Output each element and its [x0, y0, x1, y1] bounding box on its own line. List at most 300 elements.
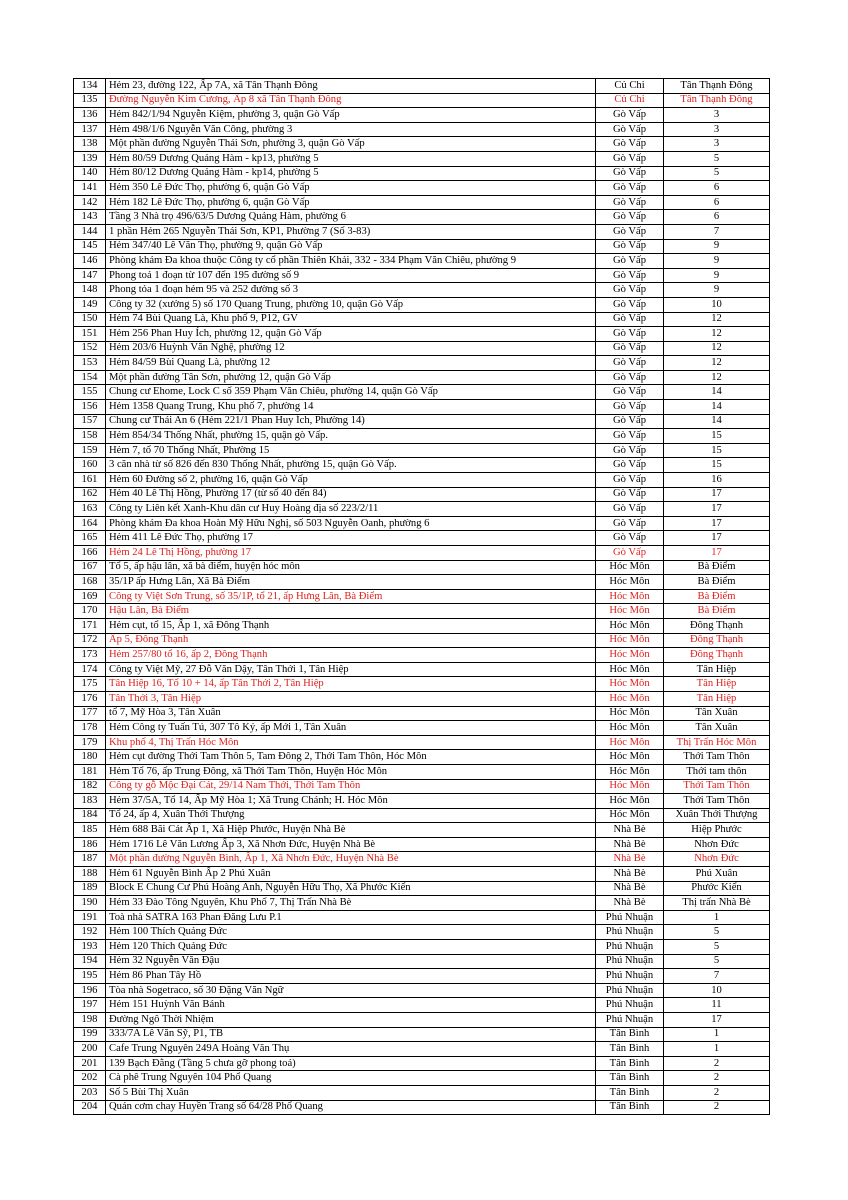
ward-cell: 11: [664, 998, 770, 1013]
address-cell: Hẻm 151 Huỳnh Văn Bánh: [106, 998, 596, 1013]
address-cell: Hẻm 842/1/94 Nguyễn Kiệm, phường 3, quận Gò Vấp: [106, 108, 596, 123]
row-number-cell: 201: [74, 1056, 106, 1071]
district-cell: Phú Nhuận: [596, 925, 664, 940]
table-row: [74, 239, 770, 254]
district-cell: Nhà Bè: [596, 896, 664, 911]
address-cell: Chung cư Thái An 6 (Hẻm 221/1 Phan Huy Ích, Phường 14): [106, 414, 596, 429]
address-cell: Hẻm 854/34 Thống Nhất, phường 15, quận gò Vấp.: [106, 429, 596, 444]
row-number-cell: 176: [74, 691, 106, 706]
table-row: [74, 633, 770, 648]
address-cell: Hẻm Công ty Tuấn Tú, 307 Tô Ký, ấp Mới 1, Tân Xuân: [106, 721, 596, 736]
row-number-cell: 178: [74, 721, 106, 736]
address-cell: Khu phố 4, Thị Trấn Hóc Môn: [106, 735, 596, 750]
district-cell: Gò Vấp: [596, 210, 664, 225]
address-cell: Hẻm cụt, tổ 15, Ấp 1, xã Đông Thạnh: [106, 618, 596, 633]
ward-cell: 9: [664, 268, 770, 283]
table-row: [74, 356, 770, 371]
ward-cell: 9: [664, 239, 770, 254]
table-row: [74, 137, 770, 152]
address-cell: Ấp 5, Đông Thạnh: [106, 633, 596, 648]
ward-cell: 15: [664, 429, 770, 444]
address-cell: Hẻm 203/6 Huỳnh Văn Nghệ, phường 12: [106, 341, 596, 356]
row-number-cell: 168: [74, 575, 106, 590]
table-row: [74, 108, 770, 123]
table-row: [74, 750, 770, 765]
district-cell: Nhà Bè: [596, 823, 664, 838]
row-number-cell: 191: [74, 910, 106, 925]
row-number-cell: 150: [74, 312, 106, 327]
district-cell: Gò Vấp: [596, 297, 664, 312]
row-number-cell: 136: [74, 108, 106, 123]
row-number-cell: 200: [74, 1042, 106, 1057]
district-cell: Phú Nhuận: [596, 983, 664, 998]
ward-cell: 17: [664, 1013, 770, 1028]
district-cell: Gò Vấp: [596, 268, 664, 283]
address-cell: Tân Hiệp 16, Tổ 10 + 14, ấp Tân Thới 2, Tân Hiệp: [106, 677, 596, 692]
row-number-cell: 148: [74, 283, 106, 298]
row-number-cell: 202: [74, 1071, 106, 1086]
ward-cell: Tân Hiệp: [664, 662, 770, 677]
table-row: [74, 983, 770, 998]
address-cell: 1 phần Hẻm 265 Nguyễn Thái Sơn, KP1, Phường 7 (Số 3-83): [106, 224, 596, 239]
address-cell: Công ty 32 (xưởng 5) số 170 Quang Trung, phường 10, quận Gò Vấp: [106, 297, 596, 312]
address-cell: Hẻm 1716 Lê Văn Lương Ấp 3, Xã Nhơn Đức, Huyện Nhà Bè: [106, 837, 596, 852]
address-cell: Tổ 5, ấp hậu lân, xã bà điểm, huyện hóc môn: [106, 560, 596, 575]
district-cell: Gò Vấp: [596, 327, 664, 342]
address-cell: Công ty gỗ Mộc Đại Cát, 29/14 Nam Thới, Thới Tam Thôn: [106, 779, 596, 794]
ward-cell: 3: [664, 122, 770, 137]
row-number-cell: 137: [74, 122, 106, 137]
district-cell: Gò Vấp: [596, 122, 664, 137]
address-cell: Hẻm 24 Lê Thị Hồng, phường 17: [106, 546, 596, 561]
row-number-cell: 203: [74, 1085, 106, 1100]
row-number-cell: 155: [74, 385, 106, 400]
ward-cell: 10: [664, 297, 770, 312]
table-row: [74, 283, 770, 298]
row-number-cell: 143: [74, 210, 106, 225]
row-number-cell: 173: [74, 648, 106, 663]
table-row: [74, 341, 770, 356]
ward-cell: 17: [664, 487, 770, 502]
row-number-cell: 184: [74, 808, 106, 823]
table-row: [74, 604, 770, 619]
table-row: [74, 546, 770, 561]
table-row: [74, 79, 770, 94]
row-number-cell: 151: [74, 327, 106, 342]
ward-cell: 15: [664, 443, 770, 458]
table-row: [74, 896, 770, 911]
row-number-cell: 170: [74, 604, 106, 619]
ward-cell: 17: [664, 502, 770, 517]
row-number-cell: 146: [74, 254, 106, 269]
row-number-cell: 156: [74, 400, 106, 415]
district-cell: Hóc Môn: [596, 750, 664, 765]
address-cell: Tầng 3 Nhà trọ 496/63/5 Dương Quảng Hàm, phường 6: [106, 210, 596, 225]
district-cell: Hóc Môn: [596, 779, 664, 794]
address-cell: Hẻm Tổ 76, ấp Trung Đông, xã Thới Tam Thôn, Huyện Hóc Môn: [106, 764, 596, 779]
ward-cell: Đông Thạnh: [664, 633, 770, 648]
ward-cell: Bà Điểm: [664, 604, 770, 619]
district-cell: Gò Vấp: [596, 429, 664, 444]
row-number-cell: 192: [74, 925, 106, 940]
row-number-cell: 194: [74, 954, 106, 969]
ward-cell: Bà Điểm: [664, 589, 770, 604]
table-body: [74, 79, 770, 1115]
ward-cell: Phước Kiển: [664, 881, 770, 896]
address-cell: Chung cư Ehome, Lock C số 359 Phạm Văn Chiêu, phường 14, quận Gò Vấp: [106, 385, 596, 400]
row-number-cell: 185: [74, 823, 106, 838]
ward-cell: 2: [664, 1056, 770, 1071]
table-row: [74, 648, 770, 663]
table-row: [74, 852, 770, 867]
table-row: [74, 254, 770, 269]
table-row: [74, 969, 770, 984]
district-cell: Gò Vấp: [596, 108, 664, 123]
table-row: [74, 1013, 770, 1028]
row-number-cell: 138: [74, 137, 106, 152]
row-number-cell: 145: [74, 239, 106, 254]
ward-cell: 14: [664, 400, 770, 415]
address-cell: 35/1P ấp Hưng Lân, Xã Bà Điểm: [106, 575, 596, 590]
district-cell: Gò Vấp: [596, 370, 664, 385]
row-number-cell: 182: [74, 779, 106, 794]
ward-cell: 7: [664, 969, 770, 984]
ward-cell: 1: [664, 1027, 770, 1042]
district-cell: Hóc Môn: [596, 589, 664, 604]
address-cell: Cafe Trung Nguyên 249A Hoàng Văn Thụ: [106, 1042, 596, 1057]
table-row: [74, 93, 770, 108]
district-cell: Gò Vấp: [596, 502, 664, 517]
address-cell: Hẻm 498/1/6 Nguyễn Văn Công, phường 3: [106, 122, 596, 137]
ward-cell: 17: [664, 531, 770, 546]
table-row: [74, 575, 770, 590]
district-cell: Nhà Bè: [596, 852, 664, 867]
ward-cell: 5: [664, 166, 770, 181]
ward-cell: 16: [664, 473, 770, 488]
row-number-cell: 181: [74, 764, 106, 779]
table-row: [74, 837, 770, 852]
district-cell: Tân Bình: [596, 1056, 664, 1071]
district-cell: Tân Bình: [596, 1042, 664, 1057]
address-cell: 139 Bạch Đằng (Tầng 5 chưa gỡ phong toả): [106, 1056, 596, 1071]
table-row: [74, 910, 770, 925]
table-row: [74, 867, 770, 882]
district-cell: Hóc Môn: [596, 706, 664, 721]
district-cell: Phú Nhuận: [596, 998, 664, 1013]
table-row: [74, 1085, 770, 1100]
district-cell: Hóc Môn: [596, 633, 664, 648]
table-row: [74, 166, 770, 181]
ward-cell: 9: [664, 283, 770, 298]
address-cell: Hẻm 37/5A, Tổ 14, Ấp Mỹ Hòa 1; Xã Trung Chánh; H. Hóc Môn: [106, 794, 596, 809]
row-number-cell: 165: [74, 531, 106, 546]
table-row: [74, 925, 770, 940]
address-cell: Hẻm 120 Thích Quảng Đức: [106, 940, 596, 955]
address-cell: Hẻm 40 Lê Thị Hồng, Phường 17 (từ số 40 đến 84): [106, 487, 596, 502]
district-cell: Gò Vấp: [596, 531, 664, 546]
table-row: [74, 268, 770, 283]
row-number-cell: 157: [74, 414, 106, 429]
row-number-cell: 144: [74, 224, 106, 239]
row-number-cell: 149: [74, 297, 106, 312]
district-cell: Nhà Bè: [596, 867, 664, 882]
ward-cell: Thị Trấn Hóc Môn: [664, 735, 770, 750]
table-row: [74, 706, 770, 721]
ward-cell: 14: [664, 385, 770, 400]
district-cell: Tân Bình: [596, 1071, 664, 1086]
ward-cell: 12: [664, 327, 770, 342]
address-cell: Một phần đường Tân Sơn, phường 12, quận Gò Vấp: [106, 370, 596, 385]
table-row: [74, 195, 770, 210]
table-row: [74, 881, 770, 896]
row-number-cell: 190: [74, 896, 106, 911]
table-row: [74, 151, 770, 166]
address-cell: Một phần đường Nguyễn Thái Sơn, phường 3, quận Gò Vấp: [106, 137, 596, 152]
district-cell: Gò Vấp: [596, 283, 664, 298]
table-row: [74, 224, 770, 239]
row-number-cell: 169: [74, 589, 106, 604]
ward-cell: Xuân Thới Thượng: [664, 808, 770, 823]
ward-cell: 6: [664, 210, 770, 225]
address-cell: Hẻm 256 Phan Huy Ích, phường 12, quận Gò Vấp: [106, 327, 596, 342]
address-cell: Block E Chung Cư Phú Hoàng Anh, Nguyễn Hữu Thọ, Xã Phước Kiển: [106, 881, 596, 896]
address-cell: Hẻm 33 Đào Tông Nguyên, Khu Phố 7, Thị Trấn Nhà Bè: [106, 896, 596, 911]
ward-cell: 7: [664, 224, 770, 239]
district-cell: Tân Bình: [596, 1100, 664, 1115]
address-cell: Hẻm 60 Đường số 2, phường 16, quận Gò Vấp: [106, 473, 596, 488]
district-cell: Tân Bình: [596, 1027, 664, 1042]
table-row: [74, 502, 770, 517]
row-number-cell: 135: [74, 93, 106, 108]
row-number-cell: 162: [74, 487, 106, 502]
district-cell: Phú Nhuận: [596, 940, 664, 955]
table-row: [74, 1056, 770, 1071]
row-number-cell: 139: [74, 151, 106, 166]
address-cell: 333/7A Lê Văn Sỹ, P1, TB: [106, 1027, 596, 1042]
district-cell: Phú Nhuận: [596, 1013, 664, 1028]
district-cell: Hóc Môn: [596, 618, 664, 633]
ward-cell: Tân Xuân: [664, 706, 770, 721]
ward-cell: 12: [664, 370, 770, 385]
address-cell: Hẻm 7, tổ 70 Thống Nhất, Phường 15: [106, 443, 596, 458]
table-row: [74, 1027, 770, 1042]
ward-cell: Thị trấn Nhà Bè: [664, 896, 770, 911]
address-cell: Một phần đường Nguyễn Bình, Ấp 1, Xã Nhơn Đức, Huyện Nhà Bè: [106, 852, 596, 867]
district-cell: Gò Vấp: [596, 151, 664, 166]
address-cell: 3 căn nhà từ số 826 đến 830 Thống Nhất, phường 15, quận Gò Vấp.: [106, 458, 596, 473]
table-row: [74, 794, 770, 809]
ward-cell: Thới Tam Thôn: [664, 750, 770, 765]
row-number-cell: 204: [74, 1100, 106, 1115]
ward-cell: 2: [664, 1071, 770, 1086]
district-cell: Phú Nhuận: [596, 910, 664, 925]
table-row: [74, 312, 770, 327]
district-cell: Tân Bình: [596, 1085, 664, 1100]
table-row: [74, 1042, 770, 1057]
district-cell: Phú Nhuận: [596, 954, 664, 969]
row-number-cell: 174: [74, 662, 106, 677]
table-row: [74, 1071, 770, 1086]
ward-cell: 17: [664, 546, 770, 561]
table-row: [74, 122, 770, 137]
district-cell: Phú Nhuận: [596, 969, 664, 984]
table-row: [74, 662, 770, 677]
ward-cell: 3: [664, 137, 770, 152]
ward-cell: 10: [664, 983, 770, 998]
address-cell: Tân Thới 3, Tân Hiệp: [106, 691, 596, 706]
table-row: [74, 327, 770, 342]
district-cell: Gò Vấp: [596, 224, 664, 239]
table-row: [74, 487, 770, 502]
address-cell: Hẻm 347/40 Lê Văn Thọ, phường 9, quận Gò Vấp: [106, 239, 596, 254]
table-row: [74, 940, 770, 955]
address-cell: Số 5 Bùi Thị Xuân: [106, 1085, 596, 1100]
address-cell: Công ty Việt Mỹ, 27 Đỗ Văn Dậy, Tân Thới 1, Tân Hiệp: [106, 662, 596, 677]
address-cell: Hẻm 61 Nguyễn Bình Ấp 2 Phú Xuân: [106, 867, 596, 882]
document-page: [73, 78, 770, 1115]
district-cell: Hóc Môn: [596, 677, 664, 692]
ward-cell: Thới Tam Thôn: [664, 794, 770, 809]
district-cell: Gò Vấp: [596, 254, 664, 269]
address-cell: Hẻm 84/59 Bùi Quang Là, phường 12: [106, 356, 596, 371]
district-cell: Hóc Môn: [596, 721, 664, 736]
ward-cell: Tân Thạnh Đông: [664, 79, 770, 94]
ward-cell: Nhơn Đức: [664, 852, 770, 867]
row-number-cell: 142: [74, 195, 106, 210]
lockdown-locations-table: [73, 78, 770, 1115]
row-number-cell: 188: [74, 867, 106, 882]
address-cell: Hậu Lân, Bà Điểm: [106, 604, 596, 619]
table-row: [74, 954, 770, 969]
district-cell: Gò Vấp: [596, 458, 664, 473]
table-row: [74, 181, 770, 196]
address-cell: Quán cơm chay Huyền Trang số 64/28 Phổ Quang: [106, 1100, 596, 1115]
address-cell: Hẻm 86 Phan Tây Hồ: [106, 969, 596, 984]
row-number-cell: 158: [74, 429, 106, 444]
table-row: [74, 735, 770, 750]
district-cell: Nhà Bè: [596, 881, 664, 896]
ward-cell: 6: [664, 195, 770, 210]
address-cell: Phòng khám Đa khoa thuộc Công ty cổ phần Thiên Khải, 332 - 334 Phạm Văn Chiêu, phường 9: [106, 254, 596, 269]
address-cell: Phong tỏa 1 đoạn hẻm 95 và 252 đường số 3: [106, 283, 596, 298]
district-cell: Gò Vấp: [596, 443, 664, 458]
table-row: [74, 823, 770, 838]
address-cell: Hẻm cụt đường Thới Tam Thôn 5, Tam Đông 2, Thới Tam Thôn, Hóc Môn: [106, 750, 596, 765]
ward-cell: Thới tam thôn: [664, 764, 770, 779]
table-row: [74, 589, 770, 604]
ward-cell: 1: [664, 910, 770, 925]
address-cell: Phong toả 1 đoạn từ 107 đến 195 đường số 9: [106, 268, 596, 283]
row-number-cell: 154: [74, 370, 106, 385]
ward-cell: 5: [664, 925, 770, 940]
district-cell: Hóc Môn: [596, 764, 664, 779]
district-cell: Gò Vấp: [596, 400, 664, 415]
district-cell: Gò Vấp: [596, 137, 664, 152]
district-cell: Gò Vấp: [596, 195, 664, 210]
row-number-cell: 164: [74, 516, 106, 531]
ward-cell: 2: [664, 1100, 770, 1115]
table-row: [74, 443, 770, 458]
row-number-cell: 161: [74, 473, 106, 488]
district-cell: Củ Chi: [596, 93, 664, 108]
table-row: [74, 808, 770, 823]
address-cell: Hẻm 411 Lê Đức Thọ, phường 17: [106, 531, 596, 546]
address-cell: tổ 7, Mỹ Hòa 3, Tân Xuân: [106, 706, 596, 721]
ward-cell: Hiệp Phước: [664, 823, 770, 838]
row-number-cell: 177: [74, 706, 106, 721]
ward-cell: Bà Điểm: [664, 575, 770, 590]
district-cell: Hóc Môn: [596, 735, 664, 750]
ward-cell: 6: [664, 181, 770, 196]
district-cell: Hóc Môn: [596, 691, 664, 706]
row-number-cell: 175: [74, 677, 106, 692]
address-cell: Hẻm 100 Thích Quảng Đức: [106, 925, 596, 940]
table-row: [74, 400, 770, 415]
district-cell: Hóc Môn: [596, 808, 664, 823]
address-cell: Toà nhà SATRA 163 Phan Đăng Lưu P.1: [106, 910, 596, 925]
address-cell: Tổ 24, ấp 4, Xuân Thới Thượng: [106, 808, 596, 823]
ward-cell: 14: [664, 414, 770, 429]
table-row: [74, 998, 770, 1013]
row-number-cell: 198: [74, 1013, 106, 1028]
address-cell: Hẻm 257/80 tổ 16, ấp 2, Đông Thạnh: [106, 648, 596, 663]
row-number-cell: 167: [74, 560, 106, 575]
row-number-cell: 179: [74, 735, 106, 750]
ward-cell: Bà Điểm: [664, 560, 770, 575]
district-cell: Gò Vấp: [596, 181, 664, 196]
district-cell: Gò Vấp: [596, 166, 664, 181]
table-row: [74, 210, 770, 225]
ward-cell: 1: [664, 1042, 770, 1057]
ward-cell: Tân Hiệp: [664, 677, 770, 692]
row-number-cell: 152: [74, 341, 106, 356]
address-cell: Phòng khám Đa khoa Hoàn Mỹ Hữu Nghị, số 503 Nguyễn Oanh, phường 6: [106, 516, 596, 531]
address-cell: Hẻm 1358 Quang Trung, Khu phố 7, phường 14: [106, 400, 596, 415]
district-cell: Gò Vấp: [596, 516, 664, 531]
table-row: [74, 677, 770, 692]
address-cell: Hẻm 182 Lê Đức Thọ, phường 6, quận Gò Vấp: [106, 195, 596, 210]
table-row: [74, 691, 770, 706]
district-cell: Gò Vấp: [596, 385, 664, 400]
district-cell: Gò Vấp: [596, 487, 664, 502]
district-cell: Hóc Môn: [596, 604, 664, 619]
table-row: [74, 531, 770, 546]
district-cell: Nhà Bè: [596, 837, 664, 852]
ward-cell: Đông Thạnh: [664, 648, 770, 663]
address-cell: Đường Nguyễn Kim Cương, Ấp 8 xã Tân Thạnh Đông: [106, 93, 596, 108]
ward-cell: 12: [664, 356, 770, 371]
ward-cell: 12: [664, 312, 770, 327]
ward-cell: Tân Thạnh Đông: [664, 93, 770, 108]
ward-cell: 2: [664, 1085, 770, 1100]
row-number-cell: 193: [74, 940, 106, 955]
address-cell: Hẻm 23, đường 122, Ấp 7A, xã Tân Thạnh Đông: [106, 79, 596, 94]
ward-cell: 17: [664, 516, 770, 531]
district-cell: Gò Vấp: [596, 414, 664, 429]
district-cell: Hóc Môn: [596, 560, 664, 575]
ward-cell: Tân Hiệp: [664, 691, 770, 706]
address-cell: Hẻm 80/59 Dương Quảng Hàm - kp13, phường 5: [106, 151, 596, 166]
address-cell: Cà phê Trung Nguyên 104 Phổ Quang: [106, 1071, 596, 1086]
ward-cell: 12: [664, 341, 770, 356]
row-number-cell: 163: [74, 502, 106, 517]
district-cell: Hóc Môn: [596, 662, 664, 677]
table-row: [74, 779, 770, 794]
table-row: [74, 473, 770, 488]
ward-cell: 5: [664, 954, 770, 969]
ward-cell: Đông Thạnh: [664, 618, 770, 633]
district-cell: Gò Vấp: [596, 356, 664, 371]
